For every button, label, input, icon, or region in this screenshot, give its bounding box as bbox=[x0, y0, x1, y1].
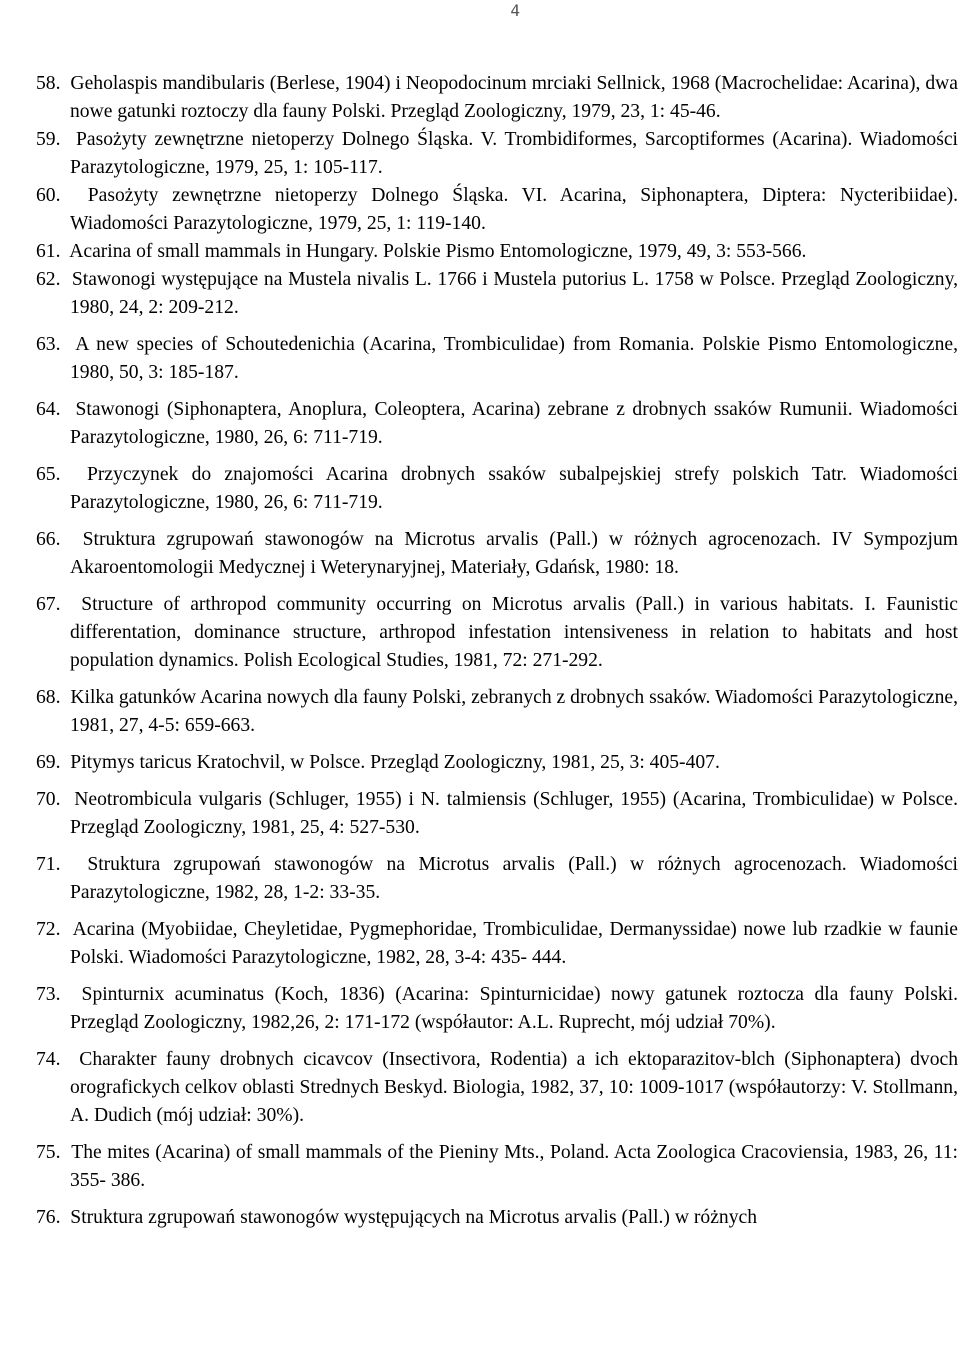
reference-text: Pasożyty zewnętrzne nietoperzy Dolnego Śląska. VI. Acarina, Siphonaptera, Diptera: Nycteribiidae). Wiadomości Parazytologiczne, 1979, 25, 1: 119-140. bbox=[70, 185, 959, 234]
reference-text: Geholaspis mandibularis (Berlese, 1904) i Neopodocinum mrciaki Sellnick, 1968 (Macrochelidae: Acarina), dwa nowe gatunki roztoczy dla fauny Polski. Przegląd Zoologiczny, 1979, 23, 1: 45-46. bbox=[70, 73, 958, 122]
reference-text: Struktura zgrupowań stawonogów występujących na Microtus arvalis (Pall.) w różnych bbox=[70, 1207, 757, 1228]
reference-number: 60. bbox=[36, 185, 61, 206]
reference-item bbox=[36, 70, 958, 126]
reference-item bbox=[36, 1046, 958, 1130]
reference-text: Stawonogi (Siphonaptera, Anoplura, Coleoptera, Acarina) zebrane z drobnych ssaków Rumunii. Wiadomości Parazytologiczne, 1980, 26, 6: 711-719. bbox=[70, 399, 958, 448]
reference-item bbox=[36, 396, 958, 452]
reference-text: The mites (Acarina) of small mammals of the Pieniny Mts., Poland. Acta Zoologica Cracoviensia, 1983, 26, 11: 355- 386. bbox=[70, 1142, 958, 1191]
reference-item bbox=[36, 786, 958, 842]
reference-text: Structure of arthropod community occurring on Microtus arvalis (Pall.) in various habitats. I. Faunistic differentation, dominance structure, arthropod infestation intensiveness in relation to habitats and host population dynamics. Polish Ecological Studies, 1981, 72: 271-292. bbox=[70, 594, 958, 671]
reference-text: Stawonogi występujące na Mustela nivalis L. 1766 i Mustela putorius L. 1758 w Polsce. Przegląd Zoologiczny, 1980, 24, 2: 209-212. bbox=[70, 269, 958, 318]
reference-text: Struktura zgrupowań stawonogów na Microtus arvalis (Pall.) w różnych agrocenozach. IV Sympozjum Akaroentomologii Medycznej i Weterynaryjnej, Materiały, Gdańsk, 1980: 18. bbox=[70, 529, 958, 578]
reference-item bbox=[36, 1204, 958, 1232]
reference-text: A new species of Schoutedenichia (Acarina, Trombiculidae) from Romania. Polskie Pismo Entomologiczne, 1980, 50, 3: 185-187. bbox=[70, 334, 958, 383]
reference-item bbox=[36, 749, 958, 777]
reference-list bbox=[36, 70, 958, 1232]
reference-number: 62. bbox=[36, 269, 61, 290]
reference-text: Acarina of small mammals in Hungary. Polskie Pismo Entomologiczne, 1979, 49, 3: 553-566. bbox=[69, 241, 807, 262]
reference-text: Kilka gatunków Acarina nowych dla fauny Polski, zebranych z drobnych ssaków. Wiadomości Parazytologiczne, 1981, 27, 4-5: 659-663. bbox=[70, 687, 958, 736]
reference-text: Pitymys taricus Kratochvil, w Polsce. Przegląd Zoologiczny, 1981, 25, 3: 405-407. bbox=[70, 752, 720, 773]
reference-item bbox=[36, 1139, 958, 1195]
reference-number: 76. bbox=[36, 1207, 61, 1228]
reference-number: 75. bbox=[36, 1142, 61, 1163]
reference-item bbox=[36, 916, 958, 972]
reference-text: Przyczynek do znajomości Acarina drobnych ssaków subalpejskiej strefy polskich Tatr. Wiadomości Parazytologiczne, 1980, 26, 6: 711-719. bbox=[70, 464, 958, 513]
reference-item bbox=[36, 182, 958, 238]
reference-number: 74. bbox=[36, 1049, 61, 1070]
reference-text: Struktura zgrupowań stawonogów na Microtus arvalis (Pall.) w różnych agrocenozach. Wiadomości Parazytologiczne, 1982, 28, 1-2: 33-35. bbox=[70, 854, 958, 903]
reference-item bbox=[36, 126, 958, 182]
reference-number: 67. bbox=[36, 594, 61, 615]
reference-text: Neotrombicula vulgaris (Schluger, 1955) i N. talmiensis (Schluger, 1955) (Acarina, Trombiculidae) w Polsce. Przegląd Zoologiczny, 1981, 25, 4: 527-530. bbox=[70, 789, 958, 838]
reference-item bbox=[36, 266, 958, 322]
reference-number: 66. bbox=[36, 529, 61, 550]
page-number: 4 bbox=[510, 1, 520, 20]
reference-item bbox=[36, 851, 958, 907]
reference-number: 59. bbox=[36, 129, 61, 150]
reference-text: Acarina (Myobiidae, Cheyletidae, Pygmephoridae, Trombiculidae, Dermanyssidae) nowe lub rzadkie w faunie Polski. Wiadomości Parazytologiczne, 1982, 28, 3-4: 435- 444. bbox=[70, 919, 959, 968]
reference-item bbox=[36, 981, 958, 1037]
reference-number: 61. bbox=[36, 241, 61, 262]
reference-item bbox=[36, 331, 958, 387]
reference-number: 63. bbox=[36, 334, 61, 355]
reference-number: 68. bbox=[36, 687, 61, 708]
reference-item bbox=[36, 238, 958, 266]
reference-text: Spinturnix acuminatus (Koch, 1836) (Acarina: Spinturnicidae) nowy gatunek roztocza dla fauny Polski. Przegląd Zoologiczny, 1982,26, 2: 171-172 (współautor: A.L. Ruprecht, mój udział 70%). bbox=[70, 984, 958, 1033]
reference-item bbox=[36, 526, 958, 582]
reference-text: Pasożyty zewnętrzne nietoperzy Dolnego Śląska. V. Trombidiformes, Sarcoptiformes (Acarina). Wiadomości Parazytologiczne, 1979, 25, 1: 105-117. bbox=[70, 129, 958, 178]
reference-number: 70. bbox=[36, 789, 61, 810]
reference-item bbox=[36, 461, 958, 517]
reference-number: 69. bbox=[36, 752, 61, 773]
reference-item bbox=[36, 591, 958, 675]
reference-text: Charakter fauny drobnych cicavcov (Insectivora, Rodentia) a ich ektoparazitov-blch (Siphonaptera) dvoch orografickych celkov oblasti Strednych Beskyd. Biologia, 1982, 37, 10: 1009-1017 (współautorzy: V. Stollmann, A. Dudich (mój udział: 30%). bbox=[70, 1049, 958, 1126]
reference-number: 64. bbox=[36, 399, 61, 420]
reference-number: 73. bbox=[36, 984, 61, 1005]
reference-item bbox=[36, 684, 958, 740]
reference-number: 58. bbox=[36, 73, 61, 94]
reference-number: 65. bbox=[36, 464, 61, 485]
reference-number: 72. bbox=[36, 919, 61, 940]
reference-number: 71. bbox=[36, 854, 61, 875]
